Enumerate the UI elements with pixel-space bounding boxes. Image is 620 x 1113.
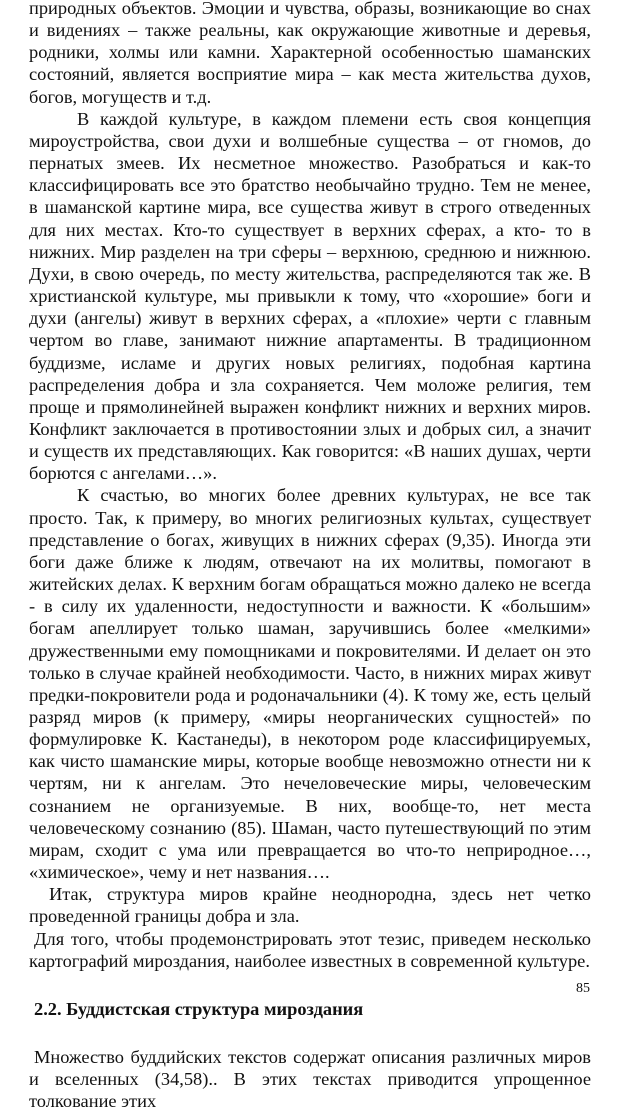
paragraph-continuation: природных объектов. Эмоции и чувства, образы, возникающие во снах и видениях – также реальны, как окружающие животные и деревья, родники, холмы или камни. Характерной особенностью шаманских состояний, является восприятие мира – как места жительства духов, богов, могуществ и т.д.	[29, 0, 591, 107]
paragraph-intro-cartographies: Для того, чтобы продемонстрировать этот тезис, приведем несколько картографий мироздания, наиболее известных в современной культуре.	[29, 928, 591, 971]
section-heading: 2.2. Буддистская структура мироздания	[34, 998, 364, 1019]
paragraph-summary: Итак, структура миров крайне неоднородна, здесь нет четко проведенной границы добра и зла.	[29, 884, 591, 927]
paragraph-buddhist-texts: Множество буддийских текстов содержат описания различных миров и вселенных (34,58).. В этих текстах приводится упрощенное толкование этих	[29, 1047, 591, 1112]
paragraph-world-concepts: В каждой культуре, в каждом племени есть своя концепция мироустройства, свои духи и волшебные существа – от гномов, до пернатых змеев. Их несметное множество. Разобраться и как-то классифицировать все это братство необычайно трудно. Тем не менее, в шаманской картине мира, все существа живут в строго отведенных для них местах. Кто-то существует в верхних сферах, а кто- то в нижних. Мир разделен на три сферы – верхнюю, среднюю и нижнюю. Духи, в свою очередь, по месту жительства, распределяются так же. В христианской культуре, мы привыкли к тому, что «хорошие» боги и духи (ангелы) живут в верхних сферах, а «плохие» черти с главным чертом во главе, занимают нижние апартаменты. В традиционном буддизме, исламе и других новых религиях, подобная картина распределения добра и зла сохраняется. Чем моложе религия, тем проще и прямолинейней выражен конфликт нижних и верхних миров. Конфликт заключается в противостоянии злых и добрых сил, а значит и существ их представляющих. Как говорится: «В наших душах, черти борются с ангелами…».	[29, 108, 591, 484]
paragraph-ancient-cultures: К счастью, во многих более древних культурах, не все так просто. Так, к примеру, во многих религиозных культах, существует представление о богах, живущих в нижних сферах (9,35). Иногда эти боги даже ближе к людям, отвечают на их молитвы, помогают в житейских делах. К верхним богам обращаться можно далеко не всегда - в силу их удаленности, недоступности и важности. К «большим» богам апеллирует только шаман, заручившись более «мелкими» дружественными ему помощниками и покровителями. И делает он это только в случае крайней необходимости. Часто, в нижних мирах живут предки-покровители рода и родоначальники (4). К тому же, есть целый разряд миров (к примеру, «миры неорганических сущностей» по формулировке К. Кастанеды), в некотором роде классифицируемых, как чисто шаманские миры, которые вообще невозможно отнести ни к чертям, ни к ангелам. Это нечеловеческие миры, человеческим сознанием не организуемые. В них, вообще-то, нет места человеческому сознанию (85). Шаман, часто путешествующий по этим мирам, сходит с ума или превращается во что-то неприродное…, «химическое», чему и нет названия….	[29, 485, 591, 883]
body-text	[29, 0, 591, 1113]
page-number: 85	[576, 981, 590, 996]
